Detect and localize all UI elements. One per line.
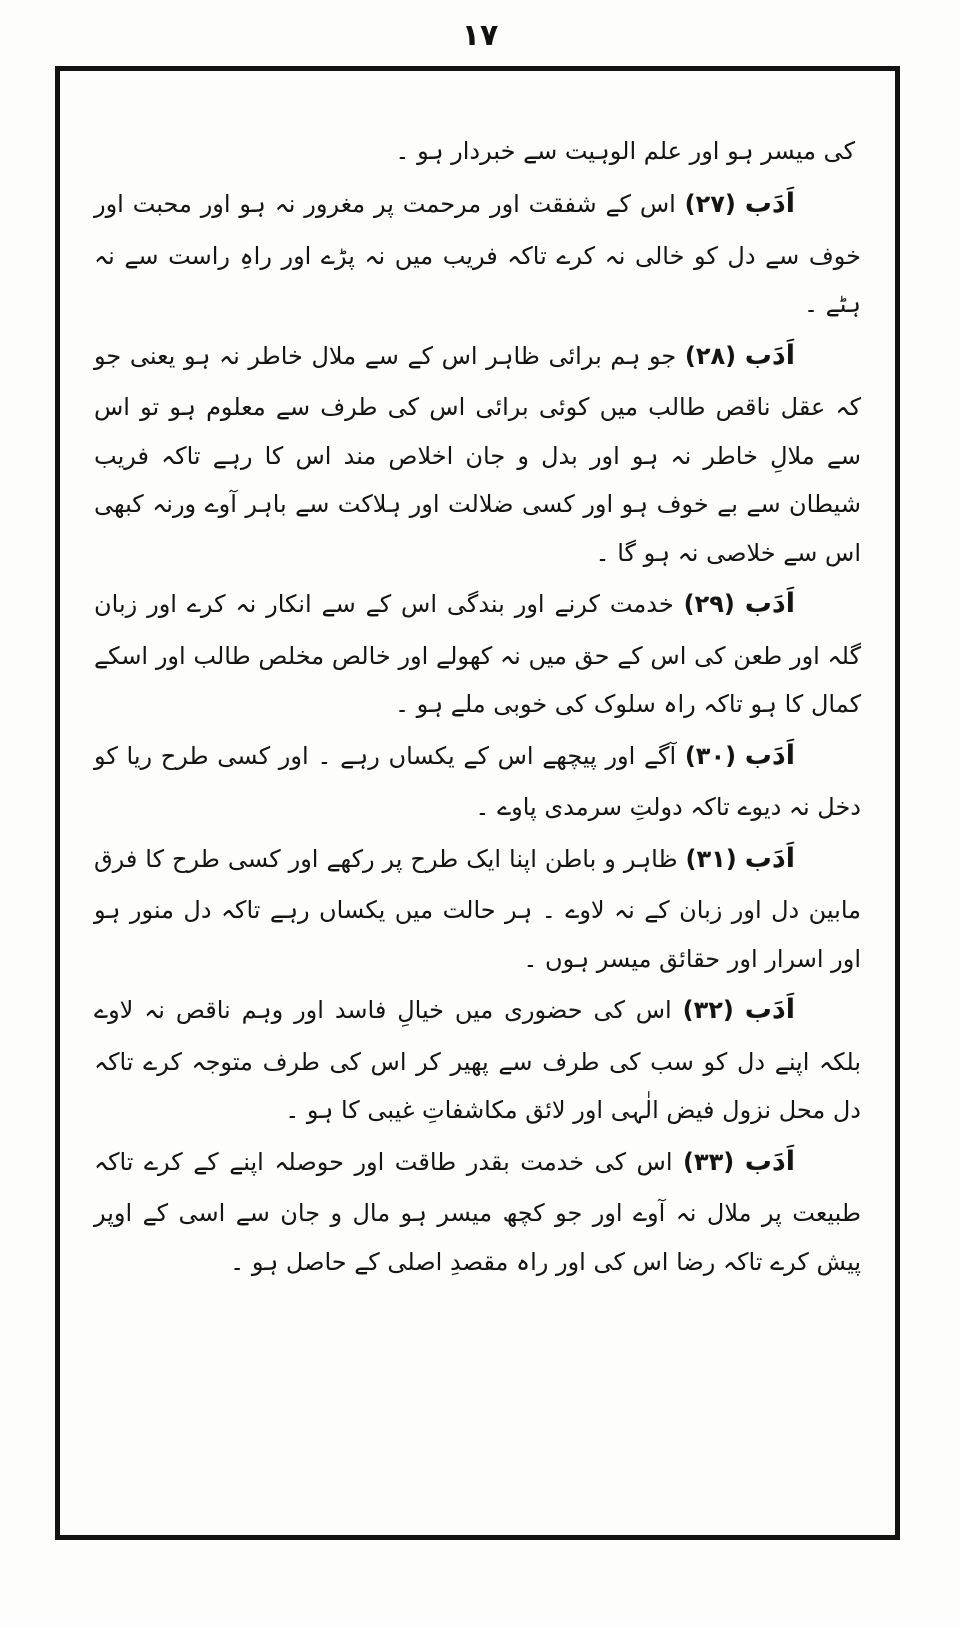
adab-paragraph xyxy=(94,729,861,832)
adab-label: اَدَب xyxy=(744,339,796,371)
adab-text: خدمت کرنے اور بندگی اس کے سے انکار نہ کرے اور زبان گلہ اور طعن کی اس کے حق میں نہ کھولے اور خالص مخلص طالب اور اسکے کمال کا ہو تاکہ راہ سلوک کی خوبی ملے ہو ۔ xyxy=(94,590,861,719)
adab-text: جو ہم برائی ظاہر اس کے سے ملال خاطر نہ ہو یعنی جو کہ عقل ناقص طالب میں کوئی برائی اس کی طرف سے معلوم ہو تو اس سے ملالِ خاطر نہ ہو اور بدل و جان اخلاص مند اس کا رہے تاکہ فریب شیطان سے بے خوف ہو اور کسی ضلالت اور ہلاکت سے باہر آوے ورنہ کبھی اس سے خلاصی نہ ہو گا ۔ xyxy=(94,341,861,567)
adab-text: ظاہر و باطن اپنا ایک طرح پر رکھے اور کسی طرح کا فرق مابین دل اور زبان کے نہ لاوے ۔ ہر حالت میں یکساں رہے تاکہ دل منور ہو اور اسرار اور حقائق میسر ہوں ۔ xyxy=(94,844,861,973)
text-frame-border xyxy=(55,66,900,1540)
adab-text: اس کی خدمت بقدر طاقت اور حوصلہ اپنے کے کرے تاکہ طبیعت پر ملال نہ آوے اور جو کچھ میسر ہو مال و جان سے اسی کے اوپر پیش کرے تاکہ رضا اس کی اور راہ مقصدِ اصلی کے حاصل ہو ۔ xyxy=(94,1147,861,1276)
adab-text: اس کے شفقت اور مرحمت پر مغرور نہ ہو اور محبت اور خوف سے دل کو خالی نہ کرے تاکہ فریب میں نہ پڑے اور راہِ راست سے نہ ہٹے ۔ xyxy=(94,190,861,319)
continuation-line: کی میسر ہو اور علم الوہیت سے خبردار ہو ۔ xyxy=(395,137,855,165)
adab-paragraph xyxy=(94,1135,861,1286)
adab-label: اَدَب xyxy=(744,739,795,771)
adab-paragraph xyxy=(94,329,861,577)
adab-label: اَدَب xyxy=(744,842,795,874)
adab-label: اَدَب xyxy=(744,588,795,620)
page-number: ۱۷ xyxy=(461,18,499,53)
adab-number: (۲۸) xyxy=(684,341,737,370)
adab-paragraph xyxy=(94,983,861,1134)
adab-text: اس کی حضوری میں خیالِ فاسد اور وہم ناقص نہ لاوے بلکہ اپنے دل کو سب کی طرف سے پھیر کر اس کی طرف متوجہ کرے تاکہ دل محل نزول فیض الٰہی اور لائق مکاشفاتِ غیبی کا ہو ۔ xyxy=(94,996,861,1125)
adab-label: اَدَب xyxy=(744,1145,795,1177)
adab-paragraph xyxy=(94,177,861,328)
adab-paragraph xyxy=(94,832,861,983)
adab-number: (۳۲) xyxy=(682,996,734,1025)
adab-number: (۳۰) xyxy=(684,741,737,770)
adab-number: (۳۱) xyxy=(685,844,737,873)
adab-number: (۲۷) xyxy=(684,190,736,219)
adab-label: اَدَب xyxy=(744,994,795,1026)
adab-number: (۲۹) xyxy=(683,590,735,619)
adab-paragraph xyxy=(94,577,861,728)
body-text xyxy=(94,127,861,1286)
adab-number: (۳۳) xyxy=(683,1147,735,1176)
adab-label: اَدَب xyxy=(744,188,795,220)
adab-text: آگے اور پیچھے اس کے یکساں رہے ۔ اور کسی طرح ریا کو دخل نہ دیوے تاکہ دولتِ سرمدی پاوے ۔ xyxy=(94,741,861,822)
